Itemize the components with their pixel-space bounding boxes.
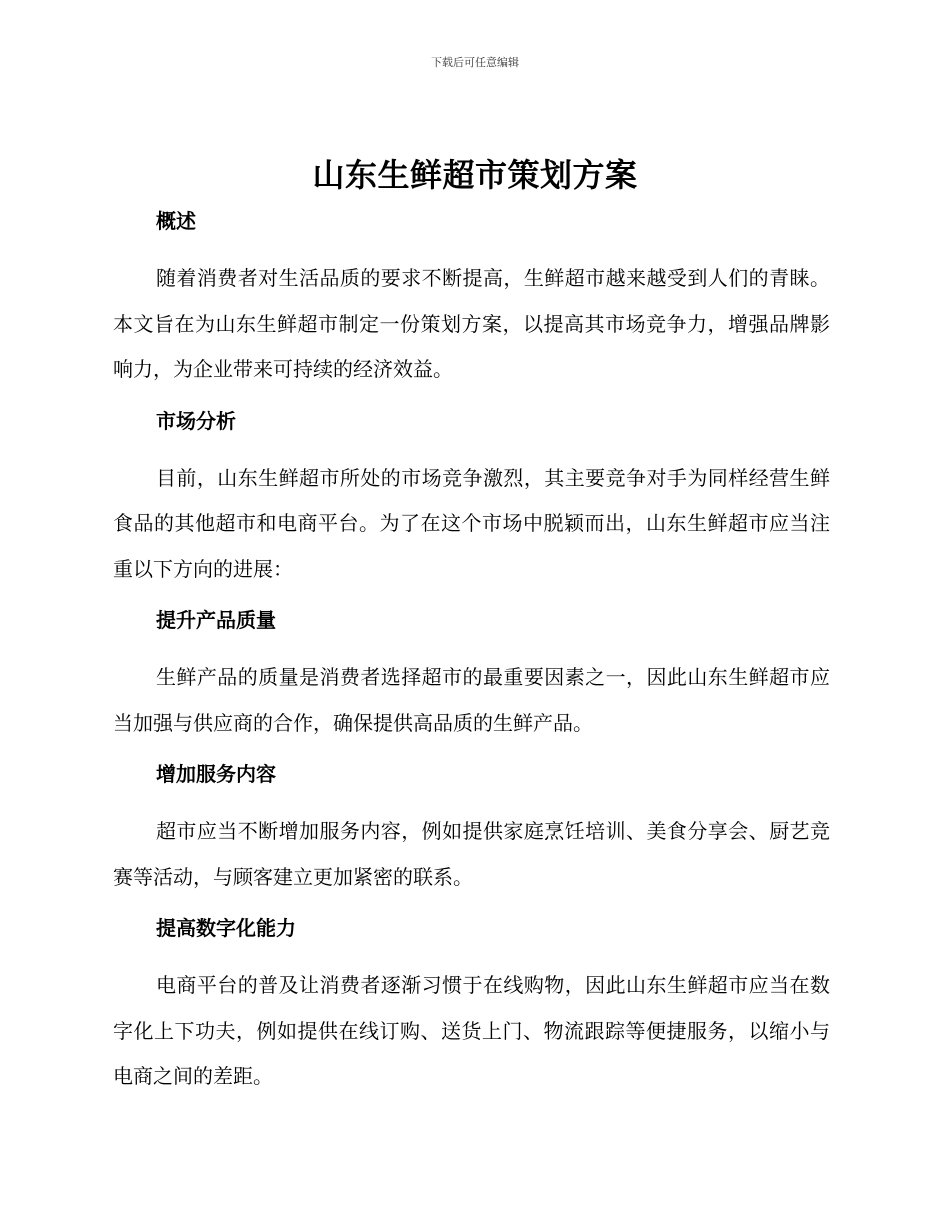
section-paragraph-market-analysis: 目前，山东生鲜超市所处的市场竞争激烈，其主要竞争对手为同样经营生鲜食品的其他超市和电商平台。为了在这个市场中脱颖而出，山东生鲜超市应当注重以下方向的进展： xyxy=(113,465,830,581)
section-heading-service-content: 增加服务内容 xyxy=(156,762,276,786)
section-heading-product-quality: 提升产品质量 xyxy=(156,608,276,632)
document-title: 山东生鲜超市策划方案 xyxy=(312,156,638,194)
section-paragraph-product-quality: 生鲜产品的质量是消费者选择超市的最重要因素之一，因此山东生鲜超市应当加强与供应商的合作，确保提供高品质的生鲜产品。 xyxy=(113,665,830,735)
section-heading-digital-capability: 提高数字化能力 xyxy=(156,916,296,940)
section-heading-overview: 概述 xyxy=(156,209,196,233)
section-paragraph-service-content: 超市应当不断增加服务内容，例如提供家庭烹饪培训、美食分享会、厨艺竞赛等活动，与顾客建立更加紧密的联系。 xyxy=(113,819,830,889)
document-body xyxy=(113,203,830,1100)
section-paragraph-overview: 随着消费者对生活品质的要求不断提高，生鲜超市越来越受到人们的青睐。本文旨在为山东生鲜超市制定一份策划方案，以提高其市场竞争力，增强品牌影响力，为企业带来可持续的经济效益。 xyxy=(113,266,830,381)
header-note: 下载后可任意编辑 xyxy=(431,56,519,69)
section-heading-market-analysis: 市场分析 xyxy=(156,408,236,433)
section-paragraph-digital-capability: 电商平台的普及让消费者逐渐习惯于在线购物，因此山东生鲜超市应当在数字化上下功夫，例如提供在线订购、送货上门、物流跟踪等便捷服务，以缩小与电商之间的差距。 xyxy=(113,973,830,1088)
